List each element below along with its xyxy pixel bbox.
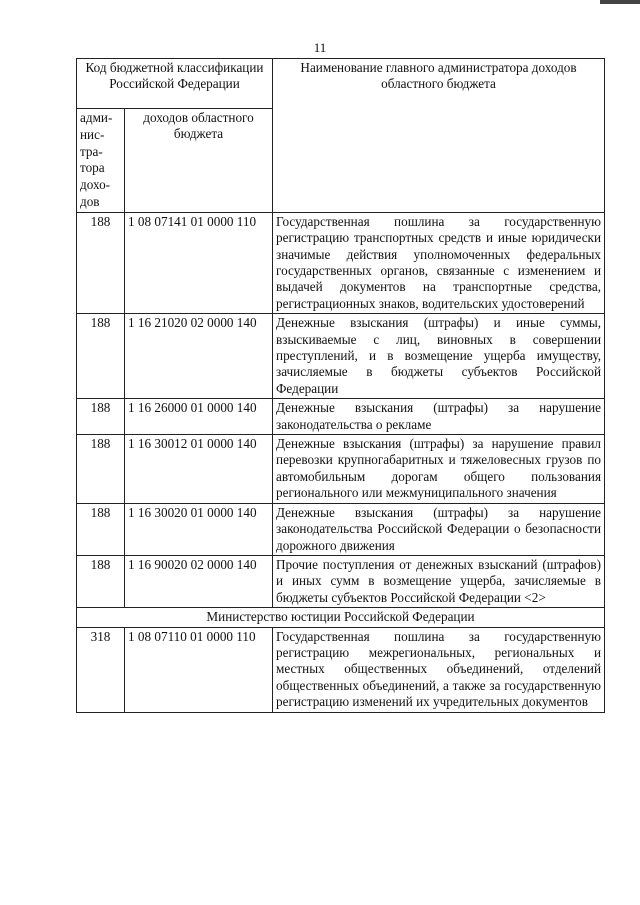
admin-code-cell: 318 — [77, 627, 125, 712]
admin-code-header: адми-нис-тра-тора дохо-дов — [77, 109, 125, 213]
admin-code-cell: 188 — [77, 399, 125, 435]
budget-code-cell: 1 16 26000 01 0000 140 — [125, 399, 273, 435]
admin-name-header: Наименование главного администратора доходов областного бюджета — [273, 59, 605, 213]
revenue-name-cell: Государственная пошлина за государственную регистрацию межрегиональных, региональных и местных общественных объединений, отделений общественных объединений, а также за государственную регистрацию изменений их учредительных документов — [273, 627, 605, 712]
revenue-name-cell: Прочие поступления от денежных взысканий (штрафов) и иных сумм в возмещение ущерба, зачисляемые в бюджеты субъектов Российской Федерации <2> — [273, 555, 605, 607]
section-heading-row — [77, 608, 605, 627]
table-row — [77, 503, 605, 555]
admin-code-cell: 188 — [77, 503, 125, 555]
page-number: 11 — [313, 40, 327, 55]
budget-code-cell: 1 16 30020 01 0000 140 — [125, 503, 273, 555]
revenue-name-cell: Государственная пошлина за государственную регистрацию транспортных средств и иные юридически значимые действия уполномоченных федеральных государственных органов, связанные с изменением и выдачей документов на транспортные средства, регистрационных знаков, водительских удостоверений — [273, 212, 605, 313]
table-row — [77, 555, 605, 607]
budget-code-cell: 1 08 07141 01 0000 110 — [125, 212, 273, 313]
budget-code-cell: 1 16 90020 02 0000 140 — [125, 555, 273, 607]
revenue-name-cell: Денежные взыскания (штрафы) и иные суммы, взыскиваемые с лиц, виновных в совершении преступлений, и в возмещение ущерба имуществу, зачисляемые в бюджеты субъектов Российской Федерации — [273, 314, 605, 399]
budget-code-header: Код бюджетной классификации Российской Федерации — [77, 59, 273, 109]
admin-code-cell: 188 — [77, 314, 125, 399]
revenue-name-cell: Денежные взыскания (штрафы) за нарушение законодательства Российской Федерации о безопасности дорожного движения — [273, 503, 605, 555]
table-row — [77, 399, 605, 435]
table-row — [77, 627, 605, 712]
section-title: Министерство юстиции Российской Федерации — [77, 608, 605, 627]
table-row — [77, 212, 605, 313]
header-row-top — [77, 59, 605, 109]
admin-code-cell: 188 — [77, 555, 125, 607]
income-code-header: доходов областного бюджета — [125, 109, 273, 213]
table-body — [77, 212, 605, 712]
admin-code-cell: 188 — [77, 435, 125, 504]
table-row — [77, 314, 605, 399]
scan-edge-mark — [600, 0, 640, 4]
admin-code-cell: 188 — [77, 212, 125, 313]
table-row — [77, 435, 605, 504]
revenue-name-cell: Денежные взыскания (штрафы) за нарушение законодательства о рекламе — [273, 399, 605, 435]
budget-code-cell: 1 16 21020 02 0000 140 — [125, 314, 273, 399]
revenue-name-cell: Денежные взыскания (штрафы) за нарушение правил перевозки крупногабаритных и тяжеловесных грузов по автомобильным дорогам общего пользования регионального или межмуниципального значения — [273, 435, 605, 504]
budget-table — [76, 58, 605, 713]
budget-code-cell: 1 16 30012 01 0000 140 — [125, 435, 273, 504]
budget-code-cell: 1 08 07110 01 0000 110 — [125, 627, 273, 712]
